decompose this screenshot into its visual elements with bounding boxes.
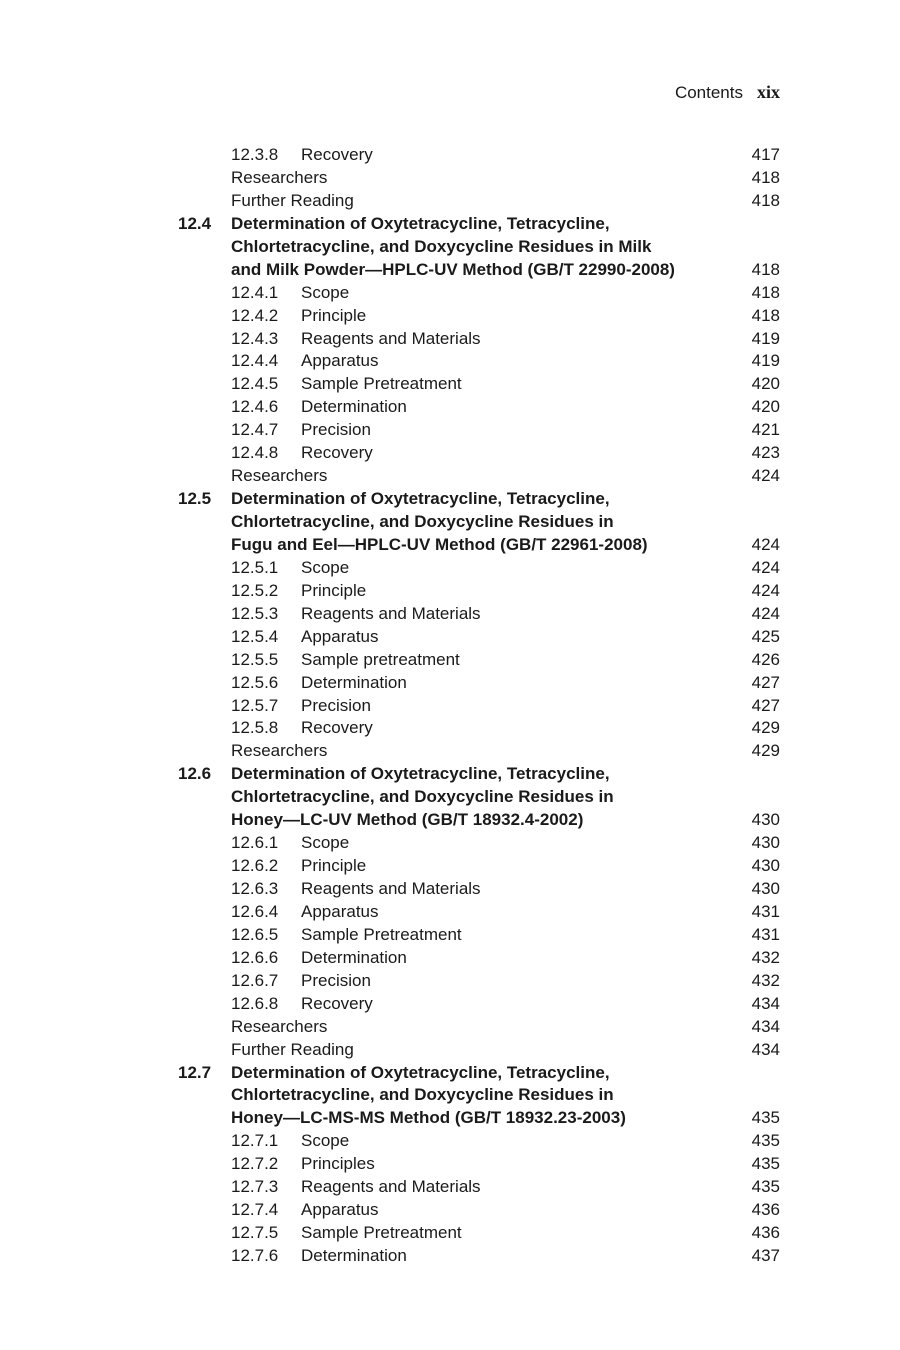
toc-page-number: 435 — [751, 1131, 780, 1151]
toc-section-title-continued: Chlortetracycline, and Doxycycline Residues in — [231, 512, 614, 531]
toc-subsection-number: 12.4.3 — [231, 328, 279, 348]
toc-page-number: 436 — [751, 1223, 780, 1243]
toc-page-number: 419 — [751, 351, 780, 371]
toc-item-title: Further Reading — [231, 190, 354, 210]
toc-page-number: 424 — [751, 534, 780, 554]
toc-entry — [0, 190, 900, 213]
toc-page-number: 427 — [751, 672, 780, 692]
toc-page-number: 430 — [751, 833, 780, 853]
toc-subsection-title: Determination — [301, 1246, 407, 1265]
toc-subsection-title: Reagents and Materials — [301, 1177, 481, 1197]
toc-page-number: 424 — [751, 466, 780, 486]
toc-section-title: Determination of Oxytetracycline, Tetracycline, — [231, 489, 610, 509]
toc-subsection-title: Sample Pretreatment — [301, 924, 462, 944]
toc-subsection-number: 12.5.1 — [231, 557, 279, 577]
toc-subsection-number: 12.5.3 — [231, 603, 279, 623]
toc-section-title-continued: Chlortetracycline, and Doxycycline Residues in — [231, 787, 614, 807]
toc-page-number: 437 — [751, 1246, 780, 1265]
toc-subsection-number: 12.5.8 — [231, 718, 279, 738]
toc-entry — [0, 557, 900, 580]
toc-page-number: 417 — [751, 145, 780, 164]
toc-entry — [0, 740, 900, 763]
toc-entry — [0, 167, 900, 190]
toc-subsection-title: Scope — [301, 282, 350, 302]
toc-item-title: Researchers — [231, 741, 328, 761]
toc-entry — [0, 419, 900, 442]
toc-subsection-number: 12.4.2 — [231, 305, 279, 325]
toc-section-title-continued: Chlortetracycline, and Doxycycline Residues in Milk — [231, 236, 652, 256]
toc-entry — [0, 465, 900, 488]
toc-subsection-number: 12.6.4 — [231, 901, 279, 921]
toc-page-number: 418 — [751, 190, 780, 210]
toc-entry — [0, 809, 900, 832]
toc-section-title-continued: and Milk Powder—HPLC-UV Method (GB/T 22990-2008) — [231, 259, 675, 279]
toc-entry — [0, 396, 900, 419]
toc-section-title-continued: Chlortetracycline, and Doxycycline Residues in — [231, 1085, 614, 1105]
toc-entry — [0, 603, 900, 626]
toc-subsection-title: Recovery — [301, 443, 373, 463]
toc-page-number: 430 — [751, 810, 780, 830]
toc-subsection-number: 12.6.1 — [231, 833, 279, 853]
toc-subsection-title: Apparatus — [301, 901, 379, 921]
toc-subsection-title: Reagents and Materials — [301, 328, 481, 348]
toc-page-number: 419 — [751, 328, 780, 348]
toc-subsection-title: Reagents and Materials — [301, 603, 481, 623]
toc-entry — [0, 1084, 900, 1107]
toc-subsection-number: 12.7.1 — [231, 1131, 279, 1151]
toc-subsection-title: Apparatus — [301, 626, 379, 646]
toc-subsection-title: Principle — [301, 856, 367, 876]
toc-entry — [0, 1153, 900, 1176]
toc-subsection-number: 12.7.2 — [231, 1154, 279, 1174]
toc-subsection-title: Scope — [301, 1131, 350, 1151]
toc-subsection-title: Principle — [301, 305, 367, 325]
toc-subsection-title: Sample Pretreatment — [301, 374, 462, 394]
toc-entry — [0, 580, 900, 603]
toc-subsection-number: 12.5.4 — [231, 626, 279, 646]
toc-page-number: 431 — [751, 924, 780, 944]
toc-page-number: 418 — [751, 282, 780, 302]
toc-section-number: 12.5 — [178, 489, 212, 509]
toc-page-number: 435 — [751, 1108, 780, 1128]
toc-section-number: 12.6 — [178, 764, 212, 784]
header-page-number: xix — [756, 82, 780, 102]
toc-subsection-title: Determination — [301, 672, 407, 692]
toc-entry — [0, 695, 900, 718]
toc-entry — [0, 259, 900, 282]
toc-entry — [0, 328, 900, 351]
toc-entry — [0, 1199, 900, 1222]
toc-entry — [0, 1039, 900, 1062]
toc-page-number: 418 — [751, 167, 780, 187]
toc-page-number: 434 — [751, 1016, 780, 1036]
toc-entry — [0, 901, 900, 924]
toc-subsection-title: Apparatus — [301, 1200, 379, 1220]
toc-subsection-number: 12.6.5 — [231, 924, 279, 944]
toc-entry — [0, 213, 900, 236]
toc-section-title-continued: Fugu and Eel—HPLC-UV Method (GB/T 22961-2008) — [231, 534, 648, 554]
toc-subsection-number: 12.5.6 — [231, 672, 279, 692]
toc-subsection-title: Precision — [301, 420, 371, 440]
toc-page-number: 434 — [751, 993, 780, 1013]
toc-entry — [0, 1062, 900, 1085]
toc-section-title: Determination of Oxytetracycline, Tetracycline, — [231, 1062, 610, 1082]
toc-entry — [0, 717, 900, 740]
toc-entry — [0, 511, 900, 534]
toc-subsection-number: 12.6.2 — [231, 856, 279, 876]
toc-subsection-number: 12.7.3 — [231, 1177, 279, 1197]
toc-subsection-title: Precision — [301, 695, 371, 715]
toc-entry — [0, 1245, 900, 1268]
toc-entry — [0, 993, 900, 1016]
toc-item-title: Further Reading — [231, 1039, 354, 1059]
toc-subsection-number: 12.4.8 — [231, 443, 279, 463]
toc-entry — [0, 1107, 900, 1130]
toc-subsection-title: Sample Pretreatment — [301, 1223, 462, 1243]
toc-entry — [0, 855, 900, 878]
toc-item-title: Researchers — [231, 1016, 328, 1036]
toc-page-number: 423 — [751, 443, 780, 463]
toc-page-number: 420 — [751, 374, 780, 394]
toc-entry — [0, 305, 900, 328]
toc-subsection-number: 12.4.1 — [231, 282, 279, 302]
toc-item-title: Researchers — [231, 167, 328, 187]
toc-page-number: 434 — [751, 1039, 780, 1059]
toc-entry — [0, 350, 900, 373]
toc-page-number: 431 — [751, 901, 780, 921]
toc-subsection-title: Recovery — [301, 993, 373, 1013]
toc-subsection-title: Determination — [301, 397, 407, 417]
running-header — [675, 82, 780, 103]
toc-entry — [0, 236, 900, 259]
toc-subsection-title: Recovery — [301, 718, 373, 738]
toc-subsection-number: 12.6.3 — [231, 879, 279, 898]
toc-entry — [0, 970, 900, 993]
toc-page-number: 430 — [751, 856, 780, 876]
toc-section-number: 12.4 — [178, 213, 212, 233]
toc-section-number: 12.7 — [178, 1062, 212, 1082]
toc-page-number: 435 — [751, 1177, 780, 1197]
toc-page-number: 427 — [751, 695, 780, 715]
toc-entry — [0, 1016, 900, 1039]
toc-entry — [0, 832, 900, 855]
header-label: Contents — [674, 83, 743, 102]
toc-subsection-number: 12.4.7 — [231, 420, 279, 440]
toc-subsection-number: 12.7.5 — [231, 1223, 279, 1243]
toc-subsection-title: Principle — [301, 580, 367, 600]
toc-subsection-number: 12.6.8 — [231, 993, 279, 1013]
toc-page-number: 430 — [751, 879, 780, 898]
toc-entry — [0, 763, 900, 786]
toc-page-number: 418 — [751, 259, 780, 279]
toc-entry — [0, 786, 900, 809]
table-of-contents — [0, 144, 900, 1268]
toc-page-number: 418 — [751, 305, 780, 325]
toc-section-title-continued: Honey—LC-MS-MS Method (GB/T 18932.23-2003) — [231, 1108, 626, 1128]
toc-subsection-title: Principles — [301, 1154, 375, 1174]
toc-page-number: 435 — [751, 1154, 780, 1174]
toc-entry — [0, 924, 900, 947]
toc-page-number: 432 — [751, 970, 780, 990]
toc-page-number: 426 — [751, 649, 780, 669]
toc-subsection-number: 12.3.8 — [231, 145, 279, 164]
toc-page-number: 429 — [751, 741, 780, 761]
toc-page-number: 420 — [751, 397, 780, 417]
toc-subsection-number: 12.4.5 — [231, 374, 279, 394]
toc-entry — [0, 947, 900, 970]
toc-entry — [0, 672, 900, 695]
toc-subsection-title: Sample pretreatment — [301, 649, 460, 669]
toc-subsection-number: 12.5.7 — [231, 695, 279, 715]
toc-entry — [0, 373, 900, 396]
toc-page-number: 432 — [751, 947, 780, 967]
toc-page-number: 424 — [751, 603, 780, 623]
toc-entry — [0, 649, 900, 672]
toc-subsection-title: Recovery — [301, 145, 373, 164]
toc-subsection-number: 12.6.6 — [231, 947, 279, 967]
toc-entry — [0, 1176, 900, 1199]
toc-subsection-title: Determination — [301, 947, 407, 967]
toc-entry — [0, 442, 900, 465]
toc-subsection-number: 12.6.7 — [231, 970, 279, 990]
toc-page-number: 424 — [751, 580, 780, 600]
toc-subsection-number: 12.7.4 — [231, 1200, 279, 1220]
toc-subsection-number: 12.4.4 — [231, 351, 279, 371]
toc-subsection-number: 12.7.6 — [231, 1246, 279, 1265]
toc-entry — [0, 534, 900, 557]
toc-subsection-title: Precision — [301, 970, 371, 990]
toc-page-number: 429 — [751, 718, 780, 738]
toc-item-title: Researchers — [231, 466, 328, 486]
toc-page-number: 425 — [751, 626, 780, 646]
toc-subsection-title: Apparatus — [301, 351, 379, 371]
toc-page-number: 421 — [751, 420, 780, 440]
toc-entry — [0, 144, 900, 167]
toc-entry — [0, 626, 900, 649]
toc-subsection-title: Scope — [301, 557, 350, 577]
toc-section-title: Determination of Oxytetracycline, Tetracycline, — [231, 764, 610, 784]
toc-entry — [0, 1130, 900, 1153]
toc-subsection-number: 12.4.6 — [231, 397, 279, 417]
toc-entry — [0, 878, 900, 901]
toc-entry — [0, 282, 900, 305]
toc-subsection-title: Reagents and Materials — [301, 879, 481, 898]
toc-subsection-number: 12.5.2 — [231, 580, 279, 600]
toc-page-number: 424 — [751, 557, 780, 577]
toc-subsection-title: Scope — [301, 833, 350, 853]
toc-section-title: Determination of Oxytetracycline, Tetracycline, — [231, 213, 610, 233]
toc-entry — [0, 488, 900, 511]
toc-entry — [0, 1222, 900, 1245]
toc-subsection-number: 12.5.5 — [231, 649, 279, 669]
toc-section-title-continued: Honey—LC-UV Method (GB/T 18932.4-2002) — [231, 810, 584, 830]
toc-page-number: 436 — [751, 1200, 780, 1220]
